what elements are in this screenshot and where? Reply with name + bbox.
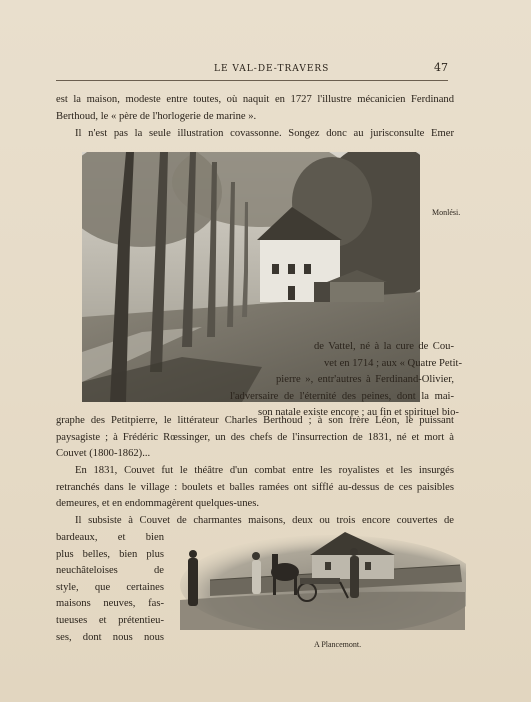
running-title: LE VAL-DE-TRAVERS: [214, 64, 330, 74]
figure-caption-plancemont: A Plancemont.: [314, 640, 362, 649]
wrap-lines: [230, 339, 462, 422]
text-line: son natale existe encore ; au fin et spirituel bio-: [258, 407, 459, 419]
text-line: Il n'est pas la seule illustration covassonne. Songez donc au jurisconsulte Emer: [75, 128, 454, 139]
text-line: neuchâteloises de: [56, 565, 164, 577]
text-line: bardeaux, et bien: [56, 532, 164, 543]
paragraph-1: [56, 92, 454, 125]
photo-plancemont: [170, 520, 466, 630]
text-line: paysagiste ; à Frédéric Rœssinger, un des chefs de l'insurrection de 1831, né et mort à: [56, 431, 454, 443]
text-line: tueuses et prétentieu-: [56, 614, 164, 626]
plancemont-illustration: [170, 520, 466, 630]
text-line: demeures, et en endommagèrent quelques-unes.: [56, 498, 259, 510]
text-line: Il subsiste à Couvet de charmantes maisons, deux ou trois encore couvertes de: [75, 515, 454, 526]
text-line: Couvet (1800-1862)...: [56, 448, 151, 460]
text-line: de Vattel, né à la cure de Cou-: [314, 341, 454, 352]
text-line: Berthoud, le « père de l'horlogerie de marine ».: [56, 110, 257, 122]
text-line: graphe des Petitpierre, le littérateur Charles Berthoud ; à son frère Léon, le puissant: [56, 415, 454, 426]
figure-caption-monlesi: Monlési.: [432, 208, 461, 217]
header-rule: [56, 80, 448, 81]
paragraph-2-continued: [56, 413, 454, 463]
text-line: est la maison, modeste entre toutes, où naquit en 1727 l'illustre mécanicien Ferdinand: [56, 94, 454, 105]
text-line: maisons neuves, fas-: [56, 598, 164, 610]
page-number: 47: [434, 61, 448, 74]
text-line: plus belles, bien plus: [56, 548, 164, 560]
paragraph-4-narrow: [56, 530, 164, 646]
paragraph-3: [56, 463, 454, 513]
text-line: retranchés dans le village : boulets et balles ramées ont sifflé au-dessus de ces paisibles: [56, 481, 454, 493]
text-line: style, que certaines: [56, 581, 164, 593]
text-line: vet en 1714 ; aux « Quatre Petit-: [324, 357, 462, 369]
text-line: ses, dont nous nous: [56, 631, 164, 643]
text-line: pierre », entr'autres à Ferdinand-Olivier,: [276, 374, 454, 386]
text-line: l'adversaire de l'éternité des peines, dont la mai-: [230, 390, 454, 402]
paragraph-2: [56, 126, 454, 143]
text-line: En 1831, Couvet fut le théâtre d'un combat entre les royalistes et les insurgés: [75, 465, 454, 476]
